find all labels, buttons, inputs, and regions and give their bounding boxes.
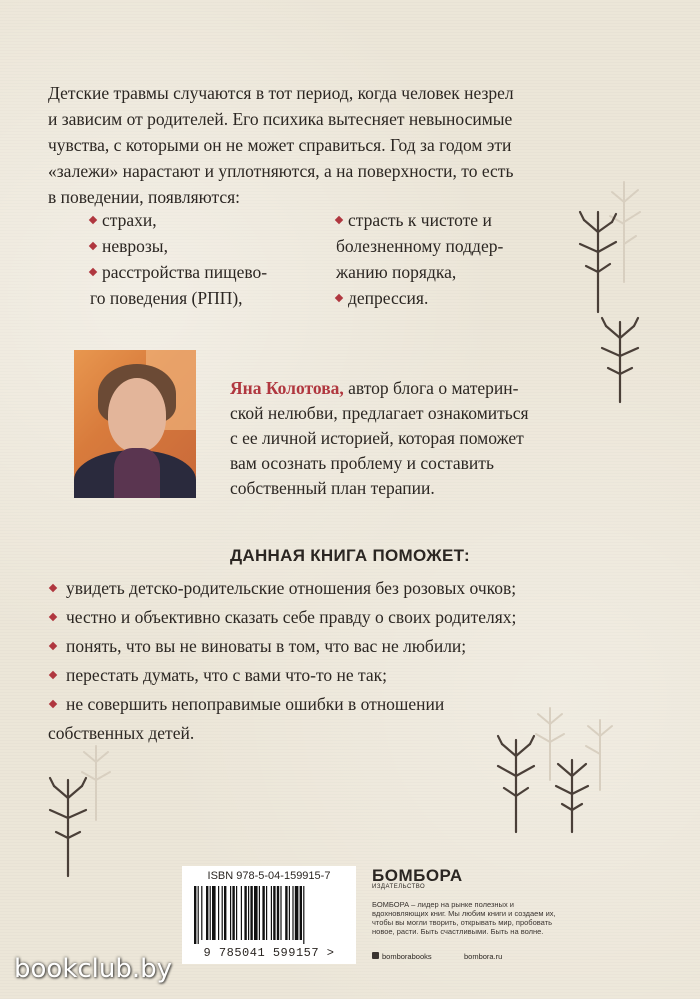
symptom-item: страсть к чистоте и xyxy=(336,207,586,233)
barcode-bar xyxy=(285,886,287,940)
intro-line: «залежи» нарастают и уплотняются, а на поверхности, то есть xyxy=(48,161,514,181)
publisher-logo: БОМБОРА xyxy=(372,866,463,885)
barcode-bar xyxy=(250,886,252,940)
barcode-bars xyxy=(192,886,346,944)
publisher-social-link[interactable]: bomborabooks xyxy=(382,952,432,961)
publisher-subtitle: ИЗДАТЕЛЬСТВО xyxy=(372,884,426,890)
helps-item: честно и объективно сказать себе правду о своих родителях; xyxy=(48,603,648,632)
barcode-bar xyxy=(224,886,226,940)
symptom-item-continuation: болезненному поддер- xyxy=(336,236,504,256)
symptom-item: депрессия. xyxy=(336,285,586,311)
publisher-site-link[interactable]: bombora.ru xyxy=(464,952,503,961)
barcode-bar xyxy=(273,886,275,940)
symptom-item-continuation: го поведения (РПП), xyxy=(90,288,243,308)
bullet-diamond-icon xyxy=(49,642,57,650)
barcode-bar xyxy=(232,886,234,940)
helps-item: увидеть детско-родительские отношения без розовых очков; xyxy=(48,574,648,603)
barcode-digits: 9 785041 599157 > xyxy=(203,946,335,960)
author-line: собственный план терапии. xyxy=(230,478,435,498)
author-photo xyxy=(74,350,196,498)
author-paragraph xyxy=(230,376,630,501)
barcode-bar xyxy=(292,886,293,940)
symptom-item: расстройства пищево- xyxy=(90,259,330,285)
barcode-bar xyxy=(206,886,208,940)
tree-branches-icon xyxy=(480,700,620,840)
intro-line: в поведении, появляются: xyxy=(48,187,240,207)
helps-item: понять, что вы не виноваты в том, что вас не любили; xyxy=(48,632,648,661)
barcode-bar xyxy=(271,886,272,940)
barcode-bar xyxy=(222,886,223,940)
author-name: Яна Колотова, xyxy=(230,378,344,398)
tree-branches-icon xyxy=(38,740,118,880)
intro-paragraph xyxy=(48,80,608,210)
symptom-item: страхи, xyxy=(90,207,330,233)
symptoms-column-left xyxy=(90,207,330,311)
helps-heading: ДАННАЯ КНИГА ПОМОЖЕТ: xyxy=(229,546,471,565)
barcode-bar xyxy=(254,886,258,940)
author-line: вам осознать проблему и составить xyxy=(230,453,494,473)
barcode-bar xyxy=(210,886,211,940)
barcode-bar xyxy=(248,886,249,940)
barcode-bar xyxy=(300,886,302,940)
barcode-bar xyxy=(280,886,281,940)
author-line: ской нелюбви, предлагает ознакомиться xyxy=(230,403,529,423)
author-line: автор блога о материн- xyxy=(343,378,519,398)
helps-item: перестать думать, что с вами что-то не так; xyxy=(48,661,648,690)
barcode-bar xyxy=(236,886,237,940)
barcode-bar xyxy=(212,886,216,940)
barcode-bar xyxy=(244,886,246,940)
barcode-bar xyxy=(266,886,267,940)
barcode-bar xyxy=(303,886,304,944)
bullet-diamond-icon xyxy=(89,216,97,224)
bullet-diamond-icon xyxy=(89,268,97,276)
barcode-bar xyxy=(241,886,242,940)
publisher-description: БОМБОРА – лидер на рынке полезных и вдохновляющих книг. Мы любим книги и создаем их, чтобы вы могли творить, открывать мир, пробовать новое, расти. Быть счастливыми. Быть на волне. xyxy=(372,900,556,936)
intro-line: и зависим от родителей. Его психика вытесняет невыносимые xyxy=(48,109,513,129)
bullet-diamond-icon xyxy=(49,613,57,621)
intro-line: чувства, с которыми он не может справиться. Год за годом эти xyxy=(48,135,512,155)
vk-icon xyxy=(372,952,379,959)
barcode-bar xyxy=(194,886,196,944)
barcode-bar xyxy=(262,886,264,940)
symptom-item: неврозы, xyxy=(90,233,330,259)
helps-item: не совершить непоправимые ошибки в отношении xyxy=(48,690,648,719)
author-line: с ее личной историей, которая поможет xyxy=(230,428,524,448)
symptom-item-continuation: жанию порядка, xyxy=(336,262,457,282)
barcode-bar xyxy=(259,886,260,940)
isbn-label: ISBN 978-5-04-159915-7 xyxy=(207,870,331,882)
publisher-block xyxy=(372,866,592,936)
helps-item-continuation: собственных детей. xyxy=(48,723,195,743)
site-watermark: bookclub.by xyxy=(14,954,173,984)
symptoms-column-right xyxy=(336,207,586,311)
barcode-bar xyxy=(201,886,202,940)
bullet-diamond-icon xyxy=(49,700,57,708)
bullet-diamond-icon xyxy=(335,216,343,224)
intro-line: Детские травмы случаются в тот период, когда человек незрел xyxy=(48,83,514,103)
barcode-bar xyxy=(198,886,199,944)
barcode-bar xyxy=(295,886,299,940)
barcode-bar xyxy=(277,886,279,940)
barcode xyxy=(182,866,356,964)
bullet-diamond-icon xyxy=(335,294,343,302)
barcode-bar xyxy=(218,886,219,940)
bullet-diamond-icon xyxy=(89,242,97,250)
bullet-diamond-icon xyxy=(49,671,57,679)
bullet-diamond-icon xyxy=(49,584,57,592)
barcode-bar xyxy=(289,886,290,940)
barcode-bar xyxy=(230,886,231,940)
